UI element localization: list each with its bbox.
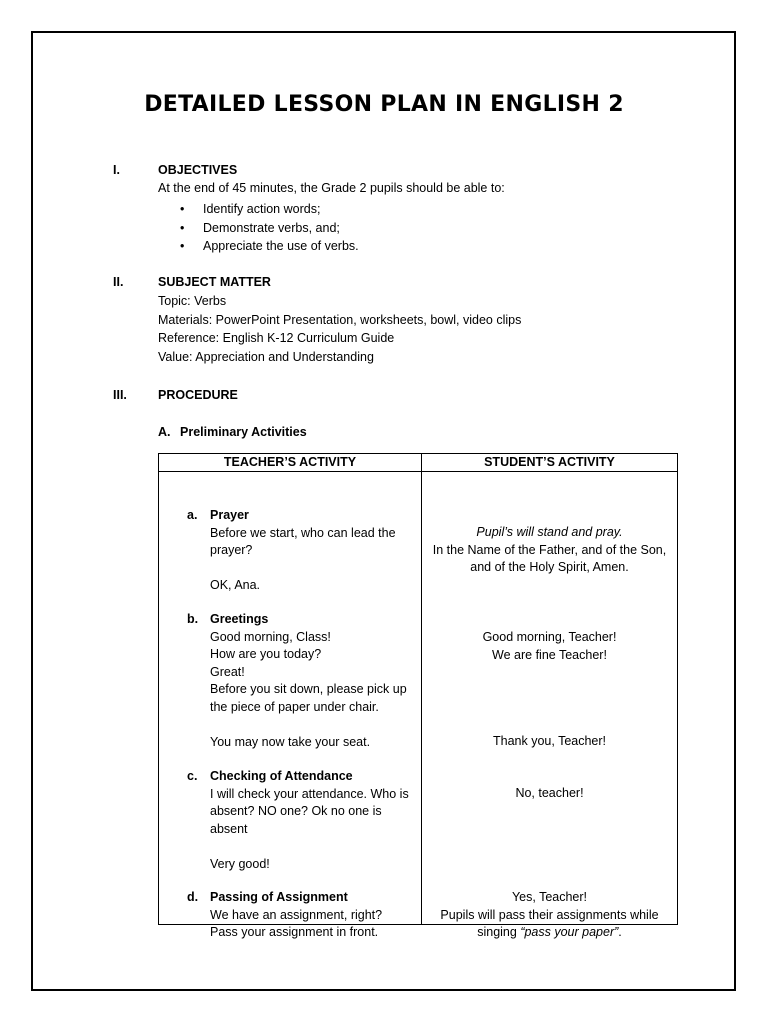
- student-activity-header: STUDENT’S ACTIVITY: [422, 454, 678, 472]
- table-row: [159, 472, 678, 925]
- teacher-attendance-heading: Checking of Attendance: [210, 769, 353, 783]
- student-assignment-block: [422, 889, 677, 942]
- teacher-prayer-heading: Prayer: [210, 508, 249, 522]
- student-line: No, teacher!: [515, 786, 584, 800]
- student-line: Yes, Teacher!: [511, 890, 588, 904]
- student-line: and of the Holy Spirit, Amen.: [470, 560, 629, 574]
- teacher-line: Very good!: [210, 856, 270, 871]
- subject-topic: Topic: Verbs: [158, 294, 227, 308]
- student-line: Pupil’s will stand and pray.: [476, 525, 623, 539]
- section-heading-procedure: PROCEDURE: [158, 388, 238, 402]
- section-number-procedure: III.: [113, 388, 127, 402]
- section-heading-subject-matter: SUBJECT MATTER: [158, 275, 271, 289]
- subject-value: Value: Appreciation and Understanding: [158, 350, 374, 364]
- teacher-activity-header: TEACHER’S ACTIVITY: [159, 454, 422, 472]
- list-item: • Appreciate the use of verbs.: [158, 237, 359, 256]
- table-header-row: [159, 454, 678, 472]
- objectives-list: [158, 200, 359, 256]
- student-line: Pupils will pass their assignments while: [440, 907, 659, 922]
- teacher-line: OK, Ana.: [210, 578, 261, 592]
- item-letter: a.: [187, 508, 198, 522]
- subsection-title: Preliminary Activities: [180, 425, 307, 439]
- teacher-line: prayer?: [210, 543, 253, 557]
- item-letter: c.: [187, 769, 198, 783]
- item-letter: d.: [187, 890, 199, 904]
- teacher-line: We have an assignment, right?: [210, 907, 383, 922]
- section-heading-objectives: OBJECTIVES: [158, 163, 238, 177]
- teacher-line: I will check your attendance. Who is: [210, 786, 409, 801]
- item-letter: b.: [187, 612, 199, 626]
- student-line: Thank you, Teacher!: [492, 734, 607, 748]
- teacher-line: Great!: [210, 664, 245, 679]
- student-greetings-block: [422, 629, 677, 664]
- objectives-intro: At the end of 45 minutes, the Grade 2 pupils should be able to:: [158, 181, 505, 195]
- student-line: Good morning, Teacher!: [482, 630, 617, 644]
- student-activity-cell: [422, 472, 678, 939]
- section-number-objectives: I.: [113, 163, 120, 177]
- student-prayer-block: [422, 524, 677, 577]
- subject-materials: Materials: PowerPoint Presentation, worksheets, bowl, video clips: [158, 313, 522, 327]
- subsection-heading-preliminary: [158, 425, 307, 439]
- student-line: In the Name of the Father, and of the Son,: [432, 542, 667, 557]
- subsection-letter: A.: [158, 425, 171, 439]
- teacher-line: Good morning, Class!: [210, 629, 331, 644]
- teacher-line: How are you today?: [210, 647, 322, 661]
- list-item: • Demonstrate verbs, and;: [158, 219, 359, 238]
- student-attendance-block: [422, 785, 677, 803]
- student-text: singing: [477, 925, 521, 939]
- teacher-line: You may now take your seat.: [210, 734, 371, 749]
- teacher-line: Before we start, who can lead the: [210, 525, 396, 540]
- teacher-line: Pass your assignment in front.: [210, 925, 379, 939]
- student-seat-block: [422, 733, 677, 751]
- section-number-subject-matter: II.: [113, 275, 124, 289]
- list-item: • Identify action words;: [158, 200, 359, 219]
- bullet-icon: •: [180, 202, 185, 216]
- bullet-icon: •: [180, 239, 185, 253]
- document-title: DETAILED LESSON PLAN IN ENGLISH 2: [144, 92, 624, 117]
- bullet-icon: •: [180, 220, 185, 235]
- subject-reference: Reference: English K-12 Curriculum Guide: [158, 331, 395, 345]
- student-italic-text: “pass your paper”: [520, 925, 619, 939]
- teacher-activity-cell: [159, 472, 422, 939]
- student-text: .: [618, 925, 622, 939]
- student-line: We are fine Teacher!: [492, 647, 607, 662]
- teacher-line: absent? NO one? Ok no one is: [210, 804, 382, 818]
- student-line: [428, 924, 671, 942]
- teacher-greetings-heading: Greetings: [210, 612, 269, 626]
- activities-table: [158, 453, 678, 939]
- teacher-line: the piece of paper under chair.: [210, 699, 379, 714]
- teacher-line: absent: [210, 821, 248, 836]
- teacher-line: Before you sit down, please pick up: [210, 682, 407, 696]
- teacher-assignment-heading: Passing of Assignment: [210, 890, 348, 904]
